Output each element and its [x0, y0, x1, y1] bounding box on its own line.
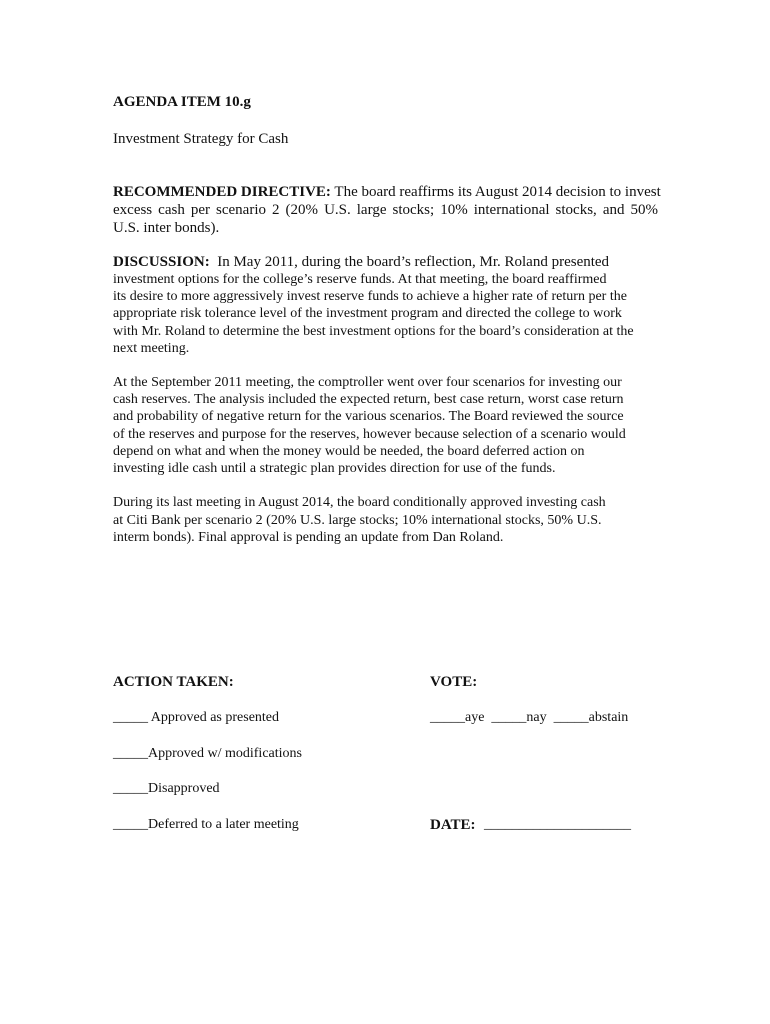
date-field[interactable]: _____________________: [484, 817, 631, 832]
recommended-directive-paragraph: [113, 183, 661, 237]
agenda-item-heading: AGENDA ITEM 10.g: [113, 94, 251, 110]
august-meeting-paragraph: [113, 494, 606, 547]
recommended-directive-label: RECOMMENDED DIRECTIVE:: [113, 184, 331, 200]
action-option-approved-with-modifications[interactable]: _____Approved w/ modifications: [113, 746, 302, 761]
paragraph-line: depend on what and when the money would be needed, the board deferred action on: [113, 443, 585, 459]
paragraph-line: at Citi Bank per scenario 2 (20% U.S. large stocks; 10% international stocks, 50% U.S.: [113, 512, 602, 528]
paragraph-line: At the September 2011 meeting, the comptroller went over four scenarios for investing our: [113, 375, 622, 390]
paragraph-line: of the reserves and purpose for the reserves, however because selection of a scenario would: [113, 426, 626, 442]
september-meeting-paragraph: [113, 374, 626, 477]
vote-label: VOTE:: [430, 674, 478, 690]
directive-line: U.S. inter bonds).: [113, 220, 220, 236]
discussion-line: In May 2011, during the board’s reflection, Mr. Roland presented: [217, 254, 610, 270]
discussion-label: DISCUSSION:: [113, 254, 210, 270]
paragraph-line: investing idle cash until a strategic plan provides direction for use of the funds.: [113, 461, 556, 477]
directive-line: The board reaffirms its August 2014 decision to invest: [334, 184, 661, 200]
action-taken-label: ACTION TAKEN:: [113, 674, 234, 690]
vote-fields[interactable]: _____aye _____nay _____abstain: [430, 710, 629, 725]
action-option-disapproved[interactable]: _____Disapproved: [113, 781, 220, 796]
directive-line: excess cash per scenario 2 (20% U.S. large stocks; 10% international stocks, and 50%: [113, 202, 658, 218]
discussion-line: with Mr. Roland to determine the best investment options for the board’s consideration at the: [113, 323, 634, 339]
paragraph-line: interm bonds). Final approval is pending an update from Dan Roland.: [113, 530, 504, 545]
action-option-approved[interactable]: _____ Approved as presented: [113, 710, 280, 725]
discussion-line: next meeting.: [113, 340, 190, 356]
agenda-item-subheading: Investment Strategy for Cash: [113, 131, 289, 147]
discussion-line: investment options for the college’s reserve funds. At that meeting, the board reaffirmed: [113, 272, 607, 287]
action-option-deferred[interactable]: _____Deferred to a later meeting: [113, 817, 299, 832]
paragraph-line: and probability of negative return for the various scenarios. The Board reviewed the source: [113, 409, 624, 425]
date-label: DATE:: [430, 817, 476, 833]
paragraph-line: During its last meeting in August 2014, the board conditionally approved investing cash: [113, 495, 606, 510]
discussion-line: appropriate risk tolerance level of the investment program and directed the college to work: [113, 306, 622, 322]
discussion-line: its desire to more aggressively invest reserve funds to achieve a higher rate of return per the: [113, 289, 627, 305]
discussion-paragraph: [113, 253, 634, 357]
paragraph-line: cash reserves. The analysis included the expected return, best case return, worst case return: [113, 392, 624, 408]
